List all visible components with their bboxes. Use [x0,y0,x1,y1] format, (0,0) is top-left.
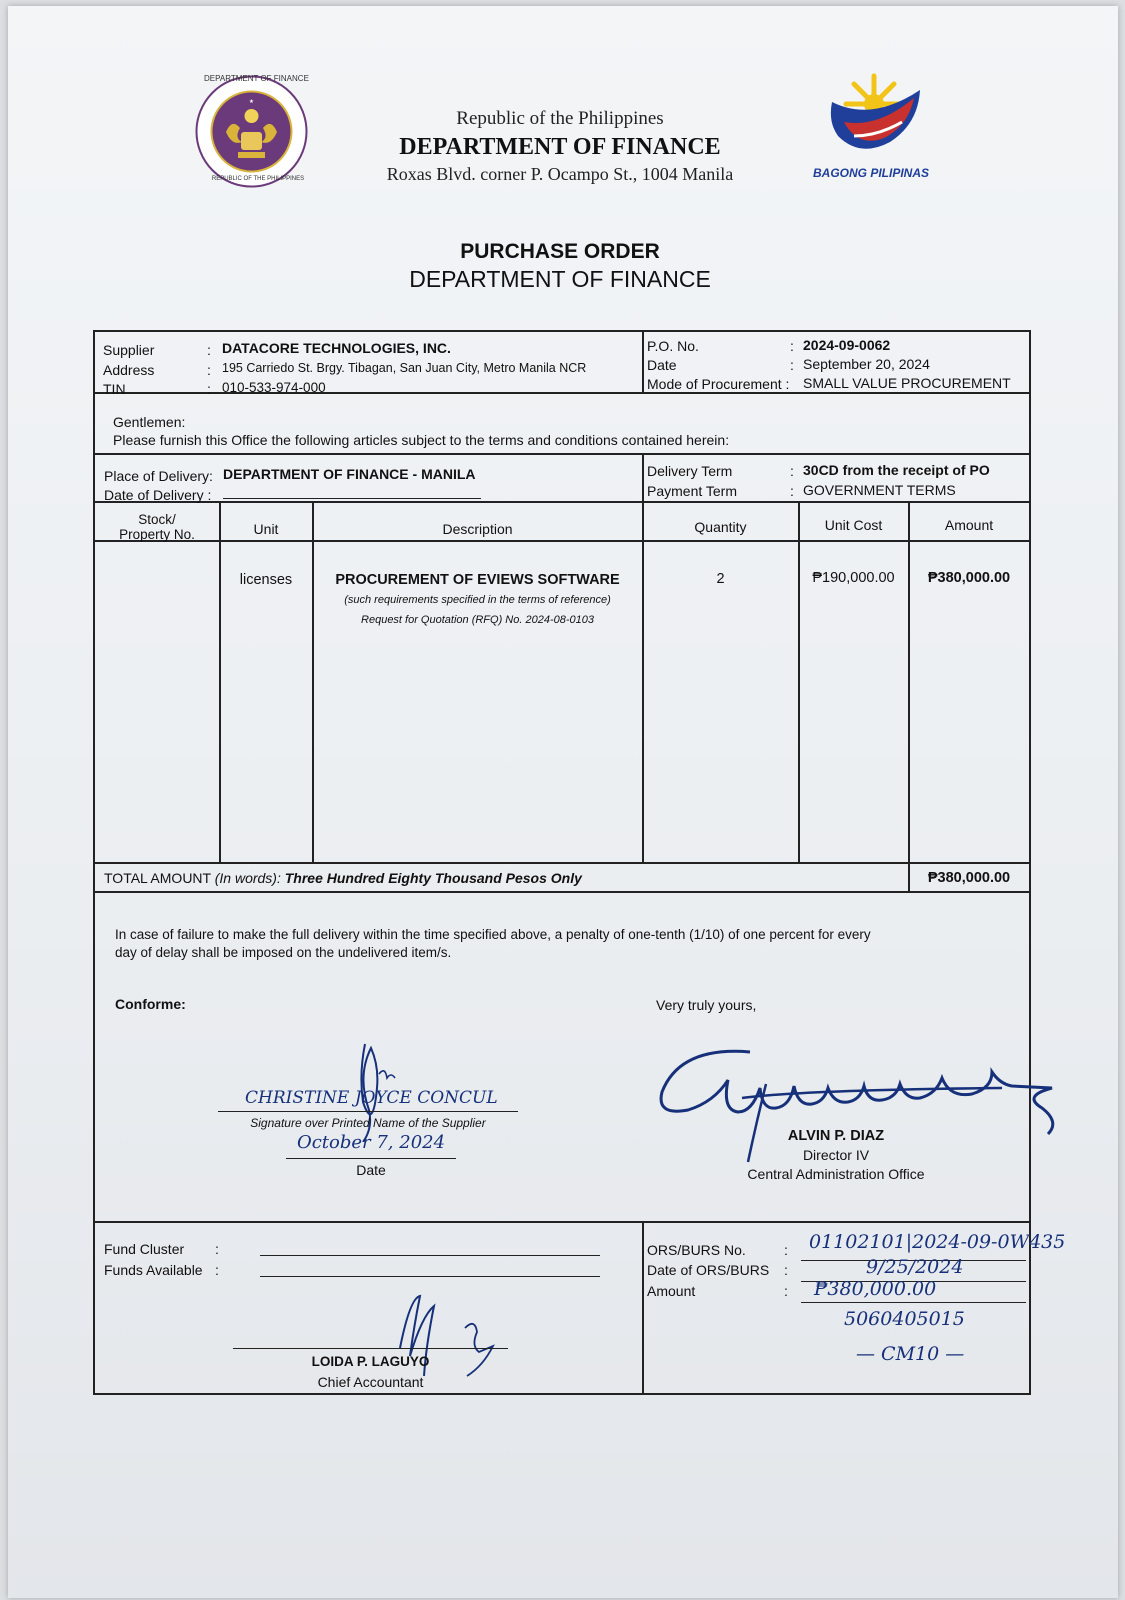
ors-handwritten-code: 5060405015 [844,1308,965,1330]
supplier-handwritten-name: CHRISTINE JOYCE CONCUL [245,1088,498,1108]
po-date-label: Date [647,357,677,373]
conforme-date-caption: Date [356,1162,386,1178]
director-signature [658,1044,1088,1164]
po-date-colon: : [790,357,794,373]
supplier-signature-caption: Signature over Printed Name of the Supplier [250,1116,486,1130]
row-unit: licenses [239,572,293,588]
col-header-amount: Amount [944,517,994,533]
po-no-value: 2024-09-0062 [803,337,891,353]
po-date-value: September 20, 2024 [803,356,930,372]
address-label: Address [103,362,155,378]
bagong-pilipinas-label: BAGONG PILIPINAS [812,166,929,180]
total-words: Three Hundred Eighty Thousand Pesos Only [284,870,582,886]
conforme-handwritten-date: October 7, 2024 [296,1132,446,1153]
delivery-term-value: 30CD from the receipt of PO [803,462,990,478]
divider-2 [93,453,1031,455]
accountant-name: LOIDA P. LAGUYO [311,1354,430,1369]
ors-amount-label: Amount [647,1283,696,1299]
frame-top [93,330,1031,332]
place-value: DEPARTMENT OF FINANCE - MANILA [223,466,476,482]
place-label: Place of Delivery: [104,468,213,484]
col-header-unit-cost: Unit Cost [824,517,883,533]
delivery-term-colon: : [790,463,794,479]
signatory-position: Director IV [802,1147,870,1163]
address-value: 195 Carriedo St. Brgy. Tibagan, San Juan City, Metro Manila NCR [222,361,587,375]
bagong-pilipinas-logo [822,64,932,174]
col-header-quantity: Quantity [694,519,747,535]
ors-amount-field [801,1302,1026,1303]
payment-term-label: Payment Term [647,483,737,499]
po-no-colon: : [790,338,794,354]
ors-amount-colon: : [784,1283,788,1299]
total-words-label: (In words): [214,870,281,886]
svg-text:★: ★ [249,99,254,105]
delivery-date-label: Date of Delivery : [104,487,212,503]
total-amount: ₱380,000.00 [927,870,1011,886]
ors-no-colon: : [784,1242,788,1258]
closing-text: Very truly yours, [656,997,757,1013]
supplier-signature-line [218,1111,518,1112]
vdiv-desc [312,501,314,862]
ors-date-colon: : [784,1262,788,1278]
delivery-date-field [223,498,481,499]
supplier-colon: : [207,342,211,358]
signatory-office: Central Administration Office [747,1166,925,1182]
po-subtitle: DEPARTMENT OF FINANCE [409,266,711,292]
total-label: TOTAL AMOUNT [104,870,211,886]
ors-handwritten-date: 9/25/2024 [866,1256,964,1278]
accountant-title: Chief Accountant [317,1374,424,1390]
row-description-note1: (such requirements specified in the terms of reference) [344,594,611,606]
vdiv-supplier [642,330,644,393]
mode-value: SMALL VALUE PROCUREMENT [803,375,1011,391]
tin-value: 010-533-974-000 [222,380,326,395]
greeting: Gentlemen: [113,414,186,430]
col-header-stock-line2: Property No. [119,527,195,542]
intro-text: Please furnish this Office the following articles subject to the terms and conditions contained herein: [113,432,730,448]
purchase-order-sheet [8,6,1118,1598]
vdiv-ors [642,1221,644,1394]
supplier-label: Supplier [103,342,155,358]
col-header-description: Description [442,521,513,537]
payment-term-colon: : [790,483,794,499]
conforme-label: Conforme: [115,996,186,1012]
mode-label: Mode of Procurement : [647,376,790,392]
delivery-term-label: Delivery Term [647,463,733,479]
row-description: PROCUREMENT OF EVIEWS SOFTWARE [335,572,620,588]
ors-handwritten-amount: ₱380,000.00 [814,1278,937,1300]
fund-cluster-colon: : [215,1241,219,1257]
funds-available-field [260,1276,600,1277]
divider-3 [93,501,1031,503]
address-colon: : [207,362,211,378]
signatory-name: ALVIN P. DIAZ [787,1128,885,1144]
department-heading: DEPARTMENT OF FINANCE [399,134,721,160]
total-amount-row [104,870,582,886]
funds-available-colon: : [215,1262,219,1278]
fund-cluster-label: Fund Cluster [104,1241,185,1257]
tin-label: TIN [103,381,126,397]
republic-line: Republic of the Philippines [456,108,664,129]
penalty-line1: In case of failure to make the full delivery within the time specified above, a penalty of one-tenth (1/10) of one percent for every [115,927,871,942]
ors-handwritten-note: — CM10 — [856,1343,965,1365]
department-address: Roxas Blvd. corner P. Ocampo St., 1004 Manila [386,164,734,184]
po-title: PURCHASE ORDER [460,240,660,263]
fund-cluster-field [260,1255,600,1256]
vdiv-amount [908,501,910,892]
vdiv-unitcost [798,501,800,862]
seal-top-text: DEPARTMENT OF FINANCE [204,74,309,83]
funds-available-label: Funds Available [104,1262,203,1278]
ors-date-label: Date of ORS/BURS [647,1262,770,1278]
divider-6 [93,891,1031,893]
ors-handwritten-no: 01102101|2024-09-0W435 [809,1231,1066,1253]
payment-term-value: GOVERNMENT TERMS [803,482,956,498]
accountant-signature [380,1288,510,1388]
supplier-value: DATACORE TECHNOLOGIES, INC. [222,340,451,356]
col-header-stock-line1: Stock/ [138,512,176,527]
po-no-label: P.O. No. [647,338,699,354]
divider-5 [93,862,1031,864]
row-amount: ₱380,000.00 [927,570,1011,586]
penalty-line2: day of delay shall be imposed on the undelivered item/s. [115,945,452,960]
seal-bottom-text: REPUBLIC OF THE PHILIPPINES [211,176,305,182]
row-quantity: 2 [716,571,725,587]
conforme-date-line [286,1158,456,1159]
accountant-signature-line [233,1348,508,1349]
frame-bottom [93,1393,1031,1395]
ors-no-label: ORS/BURS No. [647,1242,746,1258]
col-header-unit: Unit [253,521,279,537]
divider-4 [93,540,1031,542]
col-header-stock [95,512,219,542]
vdiv-unit [219,501,221,862]
divider-7 [93,1221,1031,1223]
dof-seal-logo [194,74,309,189]
row-unit-cost: ₱190,000.00 [812,570,895,586]
tin-colon: : [207,381,211,397]
row-description-note2: Request for Quotation (RFQ) No. 2024-08-0103 [361,614,594,626]
vdiv-qty [642,453,644,862]
